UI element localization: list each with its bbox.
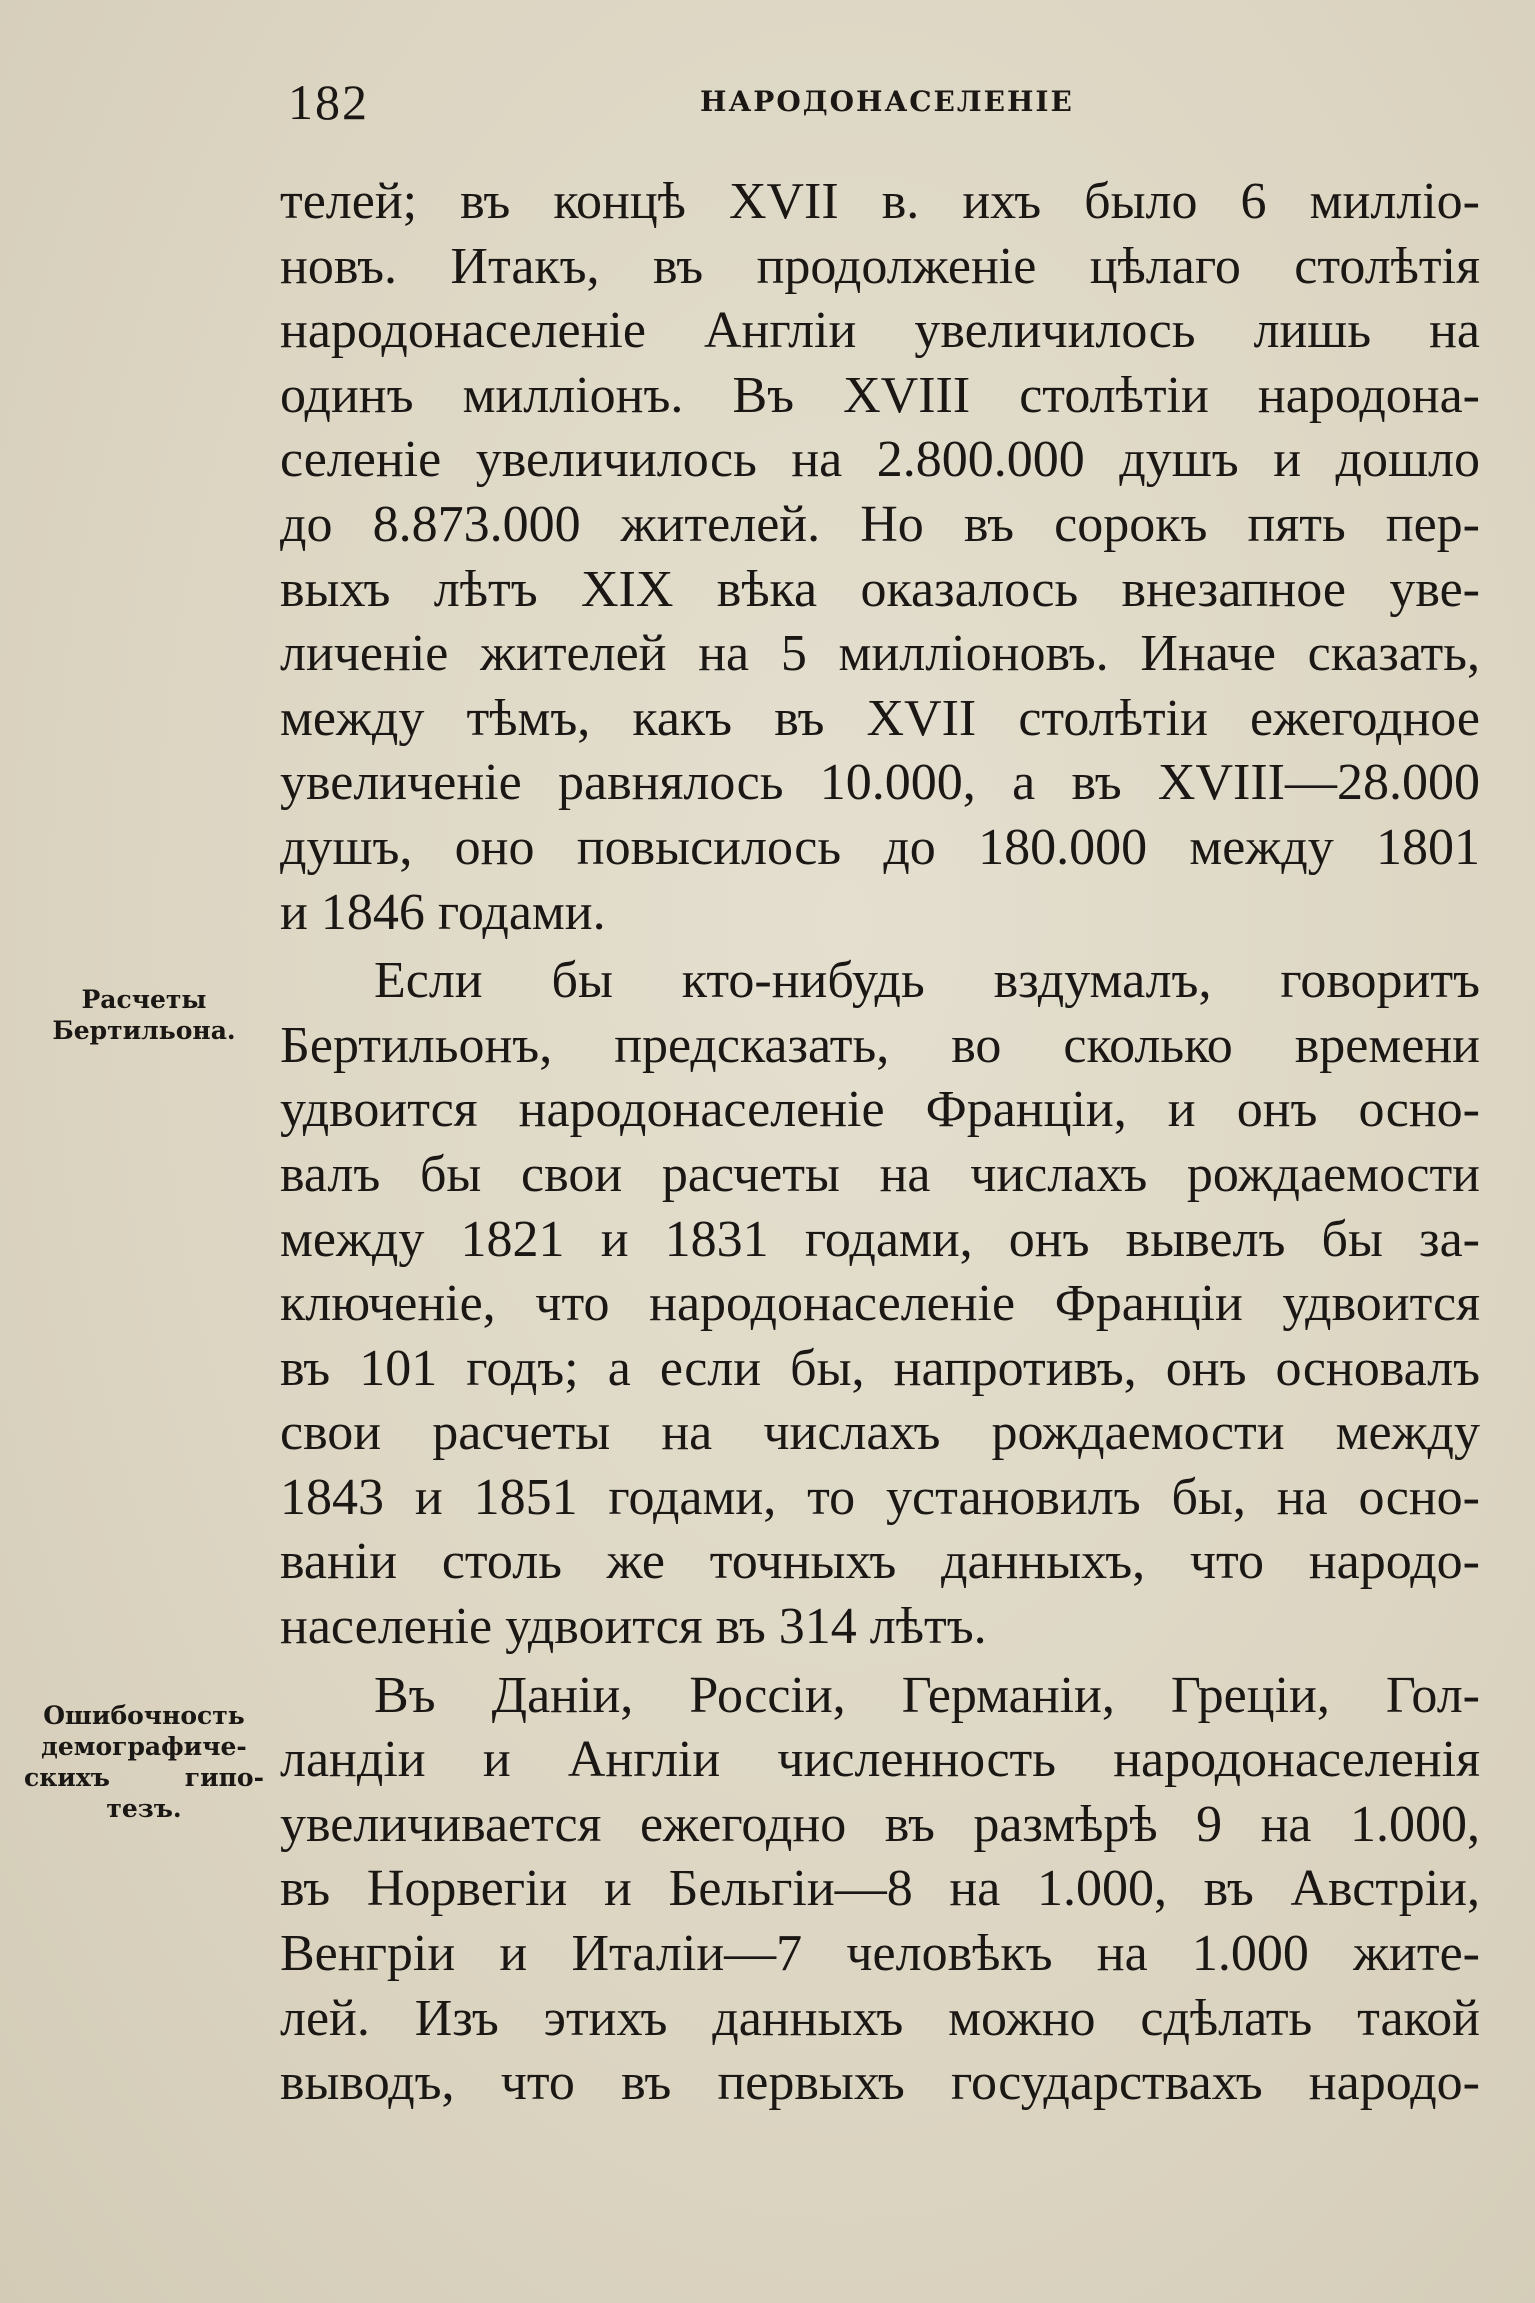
text-line: лей. Изъ этихъ данныхъ можно сдѣлать такой — [280, 1989, 1480, 2047]
text-line: личеніе жителей на 5 милліоновъ. Иначе сказать, — [280, 625, 1480, 683]
running-head: НАРОДОНАСЕЛЕНІЕ — [700, 85, 1074, 118]
text-line: телей; въ концѣ XVII в. ихъ было 6 милліо- — [280, 173, 1480, 230]
text-line: выводъ, что въ первыхъ государствахъ народо- — [280, 2054, 1480, 2112]
text-line: народонаселеніе Англіи увеличилось лишь на — [280, 302, 1480, 360]
margin-note-fallacy — [24, 1700, 264, 1824]
margin-note-line: Расчеты — [81, 985, 207, 1014]
text-line: одинъ милліонъ. Въ XVIII столѣтіи народона- — [280, 366, 1480, 424]
text-line: выхъ лѣтъ XIX вѣка оказалось внезапное уве- — [280, 560, 1480, 618]
text-line: между тѣмъ, какъ въ XVII столѣтіи ежегодное — [280, 689, 1480, 747]
page-header — [0, 72, 1535, 132]
text-line: увеличивается ежегодно въ размѣрѣ 9 на 1.000, — [280, 1795, 1480, 1853]
text-line: душъ, оно повысилось до 180.000 между 1801 — [280, 818, 1480, 876]
margin-note-line: демографиче- — [41, 1732, 247, 1761]
text-line: валъ бы свои расчеты на числахъ рождаемости — [280, 1145, 1480, 1203]
margin-note-line: тезъ. — [106, 1794, 182, 1823]
text-line: увеличеніе равнялось 10.000, а въ XVIII—28.000 — [280, 754, 1480, 812]
body-text — [280, 170, 1480, 2116]
text-line: ваніи столь же точныхъ данныхъ, что народо- — [280, 1533, 1480, 1591]
margin-note-bertillon — [24, 984, 264, 1046]
text-line: до 8.873.000 жителей. Но въ сорокъ пять пер- — [280, 495, 1480, 553]
text-line: Если бы кто-нибудь вздумалъ, говоритъ — [374, 952, 1480, 1010]
margin-note-line: скихъ гипо- — [24, 1763, 264, 1792]
text-line: 1843 и 1851 годами, то установилъ бы, на осно- — [280, 1468, 1480, 1526]
margin-note-line: Ошибочность — [43, 1701, 245, 1730]
text-line: новъ. Итакъ, въ продолженіе цѣлаго столѣтія — [280, 237, 1480, 295]
text-line: удвоится народонаселеніе Франціи, и онъ осно- — [280, 1081, 1480, 1139]
text-line: ландіи и Англіи численность народонаселенія — [280, 1731, 1480, 1789]
page-number: 182 — [288, 74, 369, 130]
text-line: между 1821 и 1831 годами, онъ вывелъ бы за- — [280, 1210, 1480, 1268]
paragraph-3 — [280, 1664, 1480, 2116]
text-line: ключеніе, что народонаселеніе Франціи удвоится — [280, 1275, 1480, 1333]
paragraph-2 — [280, 949, 1480, 1660]
text-line: свои расчеты на числахъ рождаемости между — [280, 1404, 1480, 1462]
text-line: и 1846 годами. — [280, 883, 606, 941]
text-line: Бертильонъ, предсказать, во сколько времени — [280, 1016, 1480, 1074]
text-line: Въ Даніи, Россіи, Германіи, Греціи, Гол- — [374, 1666, 1480, 1724]
text-line: населеніе удвоится въ 314 лѣтъ. — [280, 1598, 987, 1656]
text-line: селеніе увеличилось на 2.800.000 душъ и дошло — [280, 431, 1480, 489]
paragraph-1 — [280, 170, 1480, 945]
text-line: въ 101 годъ; а если бы, напротивъ, онъ основалъ — [280, 1339, 1480, 1397]
margin-note-line: Бертильона. — [52, 1016, 236, 1045]
text-line: Венгріи и Италіи—7 человѣкъ на 1.000 жите- — [280, 1925, 1480, 1983]
text-line: въ Норвегіи и Бельгіи—8 на 1.000, въ Австріи, — [280, 1860, 1480, 1918]
